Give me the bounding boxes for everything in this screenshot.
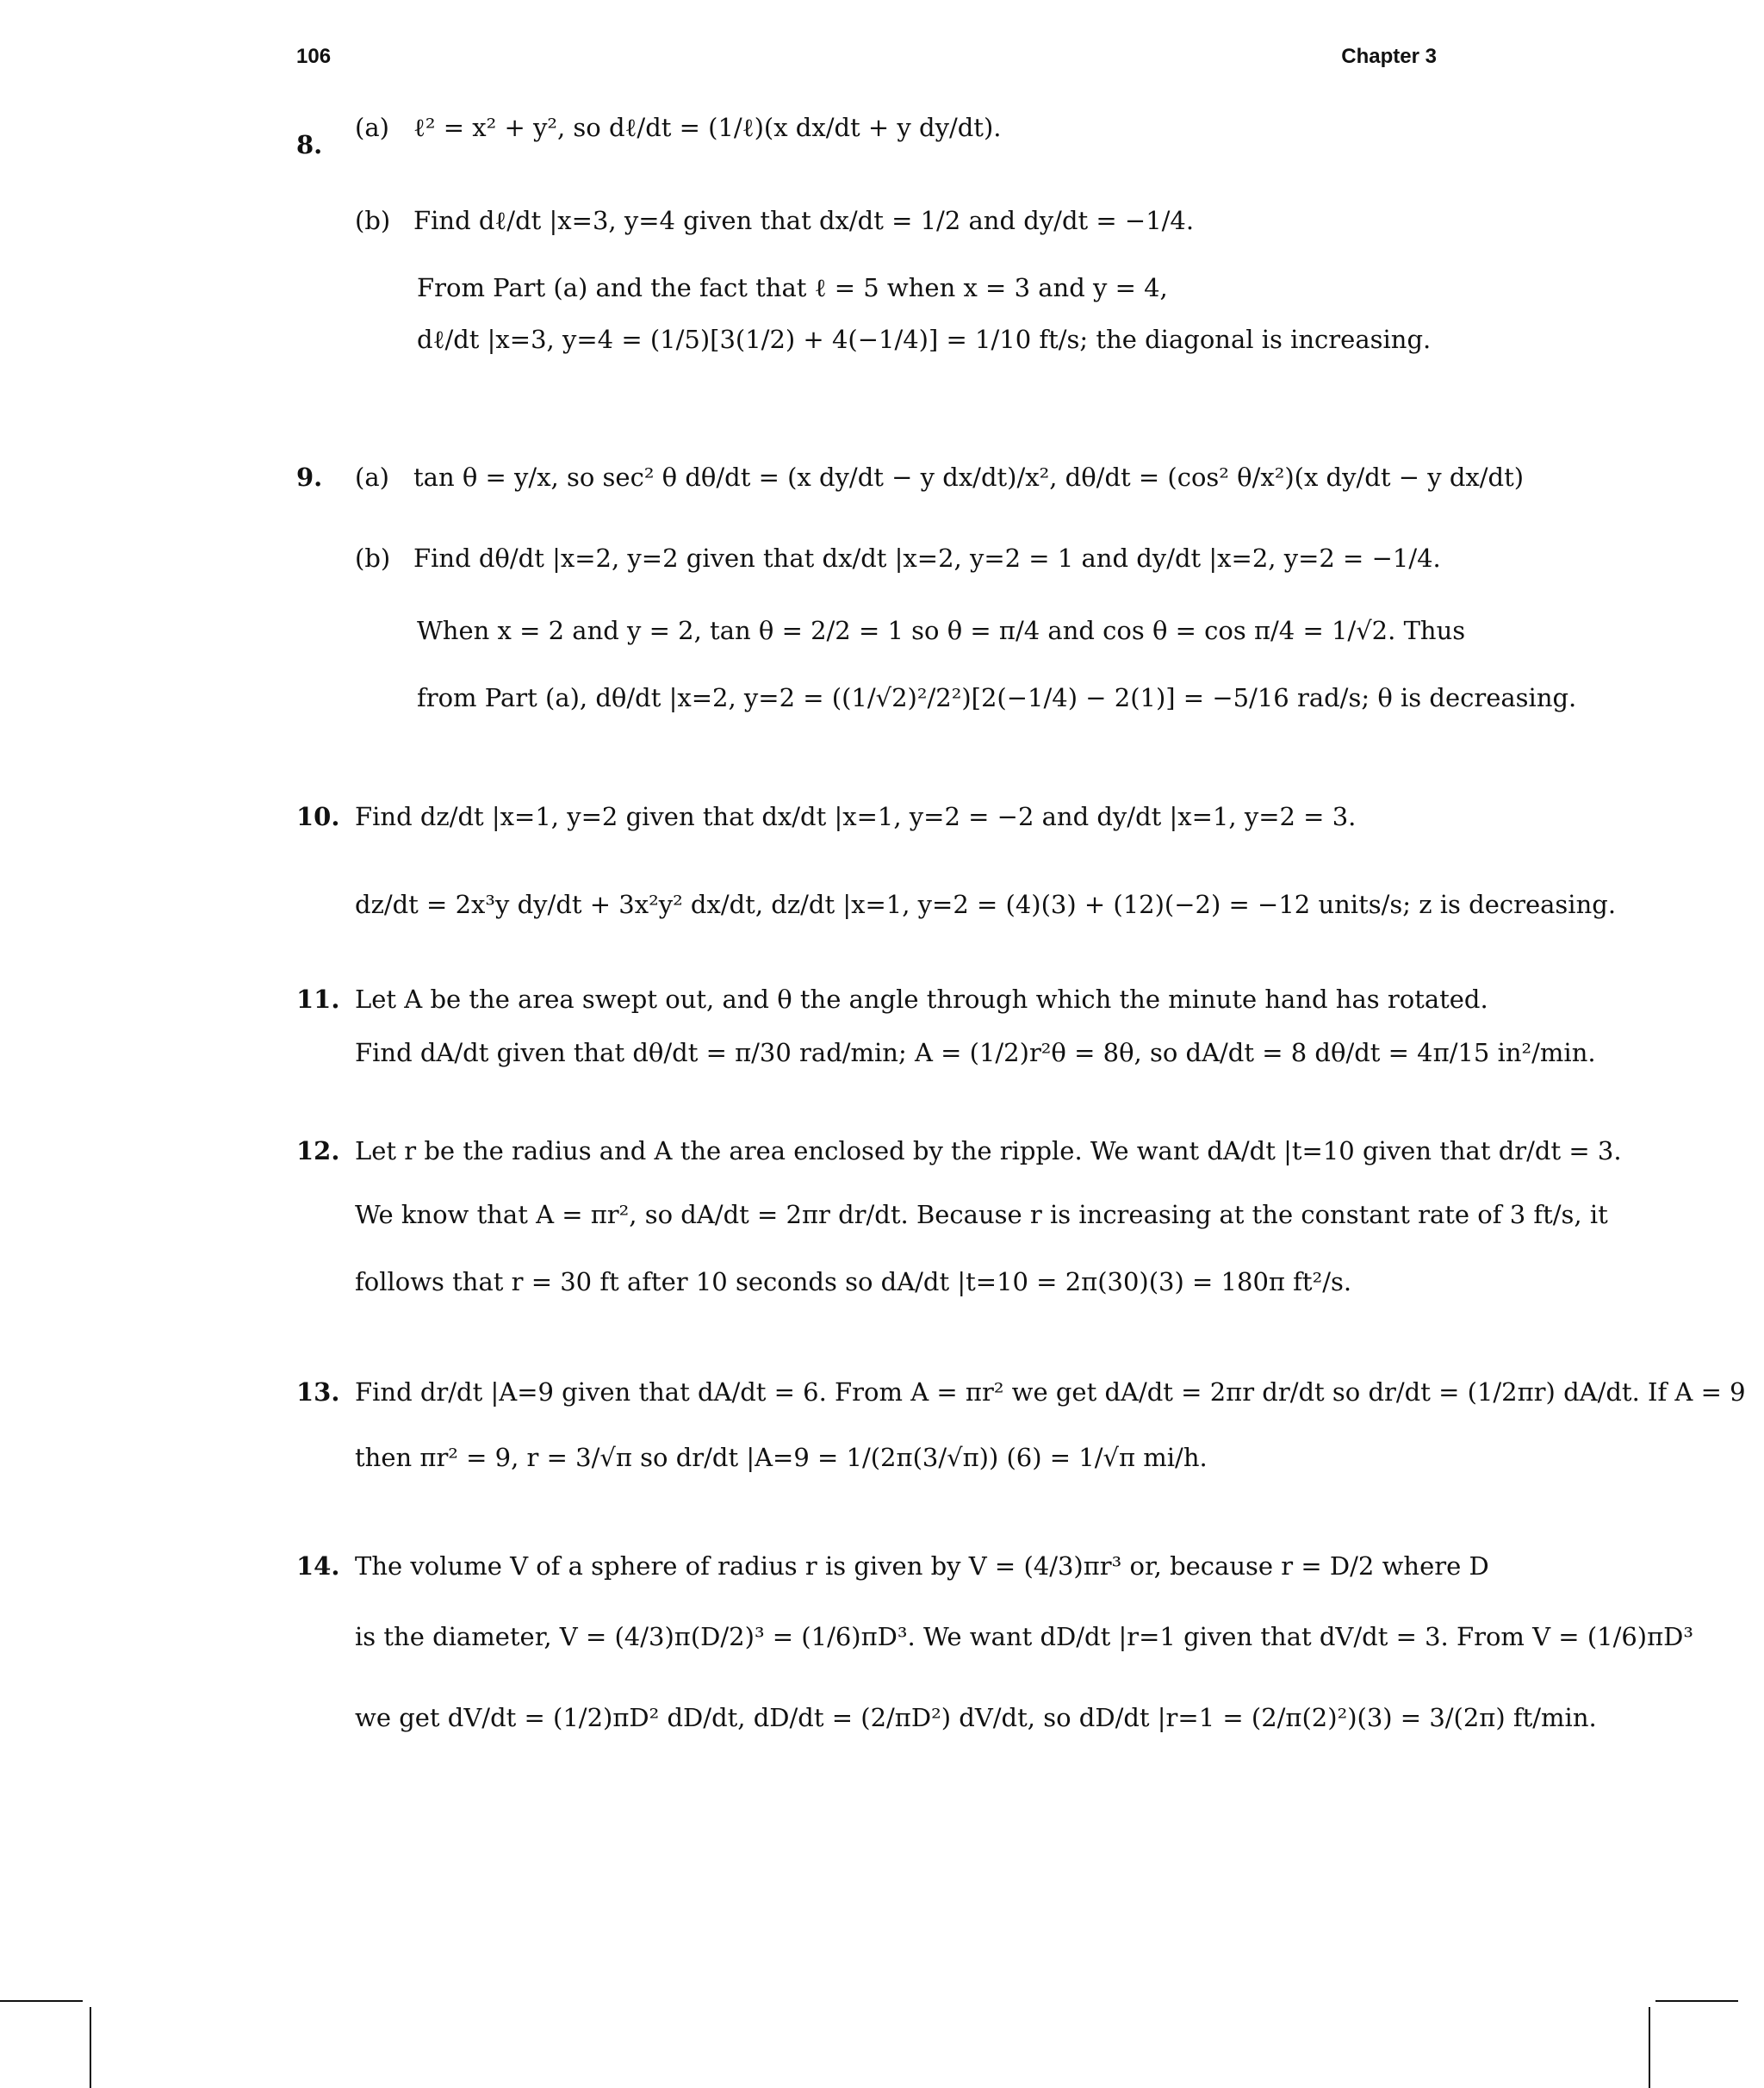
problem-10 [296,784,1617,956]
problem-part [355,1037,1596,1070]
problem-number: 12. [296,1136,340,1165]
problem-part [355,801,1356,834]
problem-part [355,1376,1746,1409]
problem-part: (b) Find dθ/dt |x=2, y=2 given that dx/dt |x=2, y=2 = 1 and dy/dt |x=2, y=2 = −1/4. [355,543,1441,575]
equation-text: tan θ = y/x, so sec² θ dθ/dt = (x dy/dt − y dx/dt)/x², dθ/dt = (cos² θ/x²)(x dy/dt − y dx/dt) [413,463,1525,492]
problem-number: 8. [296,130,323,159]
equation-text: Let A be the area swept out, and θ the angle through which the minute hand has rotated. [355,985,1488,1014]
problem-8 [296,103,1450,396]
problem-part [355,889,1616,922]
problem-number: 14. [296,1551,340,1581]
equation-text: When x = 2 and y = 2, tan θ = 2/2 = 1 so θ = π/4 and cos θ = cos π/4 = 1/√2. Thus [417,616,1466,645]
problem-part [355,1550,1489,1583]
equation-text: We know that A = πr², so dA/dt = 2πr dr/dt. Because r is increasing at the constant rate of 3 ft/s, it [355,1200,1608,1229]
equation-text: Let r be the radius and A the area enclosed by the ripple. We want dA/dt |t=10 given that dr/dt = 3. [355,1136,1622,1165]
problem-part: (a) tan θ = y/x, so sec² θ dθ/dt = (x dy/dt − y dx/dt)/x², dθ/dt = (cos² θ/x²)(x dy/dt − y dx/dt) [355,462,1524,494]
equation-text: dℓ/dt |x=3, y=4 = (1/5)[3(1/2) + 4(−1/4)] = 1/10 ft/s; the diagonal is increasing. [417,325,1432,354]
equation-text: follows that r = 30 ft after 10 seconds so dA/dt |t=10 = 2π(30)(3) = 180π ft²/s. [355,1267,1352,1296]
equation-text: then πr² = 9, r = 3/√π so dr/dt |A=9 = 1/(2π(3/√π)) (6) = 1/√π mi/h. [355,1443,1208,1472]
equation-text: Find dθ/dt |x=2, y=2 given that dx/dt |x=2, y=2 = 1 and dy/dt |x=2, y=2 = −1/4. [413,544,1441,573]
problem-number: 11. [296,985,340,1014]
problem-part [417,682,1576,715]
problem-11 [296,984,1596,1096]
problem-part [417,272,1168,305]
crop-mark [90,2007,91,2088]
chapter-title: Chapter 3 [1341,45,1437,68]
problem-13 [296,1376,1746,1506]
problem-part: (a) ℓ² = x² + y², so dℓ/dt = (1/ℓ)(x dx/dt + y dy/dt). [355,112,1002,145]
problem-part [355,1621,1693,1654]
equation-text: from Part (a), dθ/dt |x=2, y=2 = ((1/√2)²/2²)[2(−1/4) − 2(1)] = −5/16 rad/s; θ is decreasing. [417,683,1577,712]
equation-text: Find dA/dt given that dθ/dt = π/30 rad/min; A = (1/2)r²θ = 8θ, so dA/dt = 8 dθ/dt = 4π/15 in²/min. [355,1038,1596,1067]
equation-text: we get dV/dt = (1/2)πD² dD/dt, dD/dt = (2/πD²) dV/dt, so dD/dt |r=1 = (2/π(2)²)(3) = 3/(2π) ft/min. [355,1703,1597,1732]
problem-14 [296,1550,1694,1732]
equation-text: ℓ² = x² + y², so dℓ/dt = (1/ℓ)(x dx/dt + y dy/dt). [413,113,1002,142]
problem-number: 10. [296,802,340,831]
page-number: 106 [296,45,332,68]
problem-part [355,1135,1622,1168]
crop-mark [1655,2000,1738,2002]
problem-part [355,1266,1351,1299]
equation-text: Find dz/dt |x=1, y=2 given that dx/dt |x=1, y=2 = −2 and dy/dt |x=1, y=2 = 3. [355,802,1357,831]
equation-text: The volume V of a sphere of radius r is given by V = (4/3)πr³ or, because r = D/2 where D [355,1551,1489,1581]
problem-9 [296,431,1577,741]
problem-12 [296,1135,1622,1333]
equation-text: Find dr/dt |A=9 given that dA/dt = 6. From A = πr² we get dA/dt = 2πr dr/dt so dr/dt = (1/2πr) dA/dt. If A = 9 [355,1377,1746,1407]
equation-text: is the diameter, V = (4/3)π(D/2)³ = (1/6)πD³. We want dD/dt |r=1 given that dV/dt = 3. From V = (1/6)πD³ [355,1622,1694,1651]
crop-mark [0,2000,83,2002]
problem-part [355,1199,1608,1232]
equation-text: From Part (a) and the fact that ℓ = 5 when x = 3 and y = 4, [417,273,1168,302]
problem-number: 9. [296,463,323,492]
problem-part [417,324,1431,357]
problem-number: 13. [296,1377,340,1407]
crop-mark [1649,2007,1650,2088]
problem-part [417,615,1465,648]
problem-part [355,1702,1597,1735]
problem-part [355,1442,1208,1475]
problem-part [355,984,1488,1016]
equation-text: dz/dt = 2x³y dy/dt + 3x²y² dx/dt, dz/dt |x=1, y=2 = (4)(3) + (12)(−2) = −12 units/s; z is decreasing. [355,890,1617,919]
equation-text: Find dℓ/dt |x=3, y=4 given that dx/dt = 1/2 and dy/dt = −1/4. [413,206,1195,235]
problem-part: (b) Find dℓ/dt |x=3, y=4 given that dx/dt = 1/2 and dy/dt = −1/4. [355,205,1194,238]
